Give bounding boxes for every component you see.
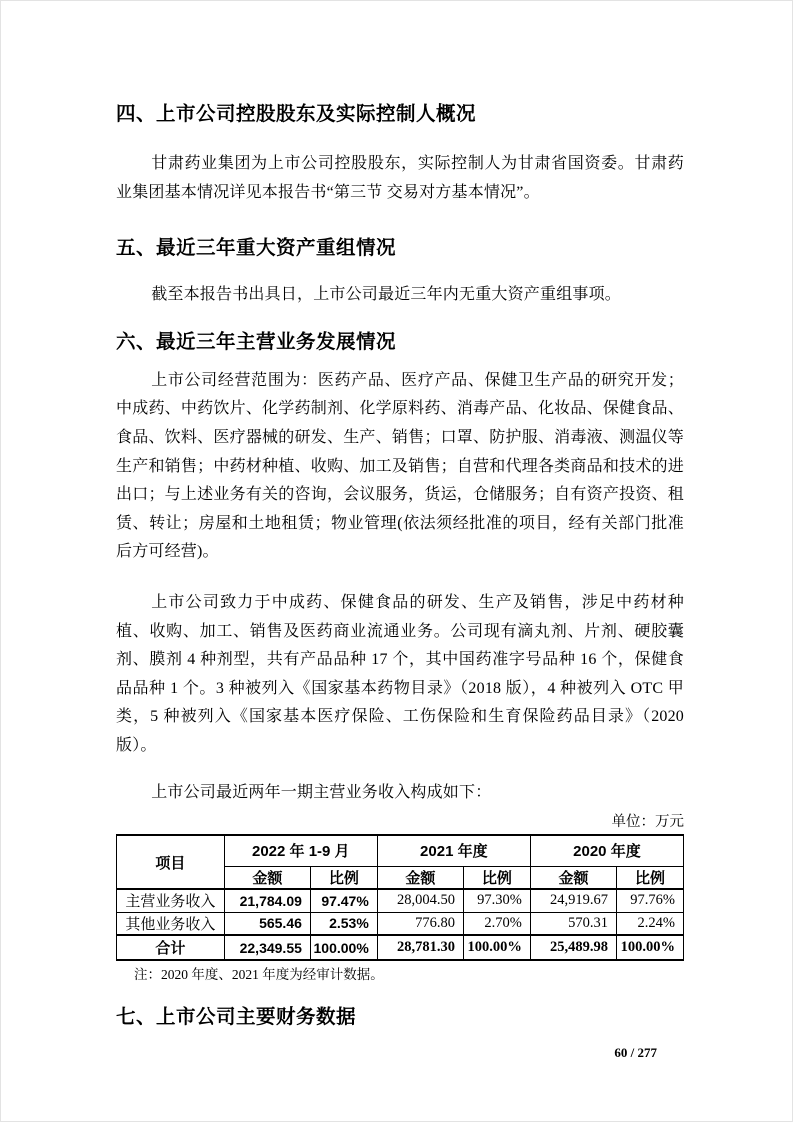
cell-2022-ratio: 100.00% (310, 935, 377, 960)
paragraph-business-focus: 上市公司致力于中成药、保健食品的研发、生产及销售，涉足中药材种植、收购、加工、销售及医药商业流通业务。公司现有滴丸剂、片剂、硬胶囊剂、膜剂 4 种剂型，共有产品品种 17 个，其中国药准字号品种 16 个，保健食品品种 1 个。3 种被列入《国家基本药物目录》（2018 版），4 种被列入 OTC 甲类，5 种被列入《国家基本医疗保险、工伤保险和生育保险药品目录》（2020 版）。 (116, 593, 684, 754)
page-number: 60 / 277 (614, 1045, 657, 1061)
subheader-amount-2021: 金额 (377, 866, 463, 889)
cell-2022-amount: 21,784.09 (224, 889, 310, 912)
paragraph-controlling-shareholder: 甘肃药业集团为上市公司控股股东，实际控制人为甘肃省国资委。甘肃药业集团基本情况详见本报告书“第三节 交易对方基本情况”。 (116, 155, 684, 201)
unit-label: 单位：万元 (611, 814, 684, 831)
section-heading-7: 七、上市公司主要财务数据 (116, 1006, 357, 1029)
table-row-total (117, 935, 684, 960)
cell-2021-amount: 28,781.30 (377, 935, 463, 960)
revenue-composition-table (116, 834, 684, 961)
cell-2020-ratio: 2.24% (617, 912, 684, 935)
section-heading-4: 四、上市公司控股股东及实际控制人概况 (116, 103, 477, 125)
cell-2020-amount: 570.31 (530, 912, 616, 935)
paragraph-revenue-intro: 上市公司最近两年一期主营业务收入构成如下： (151, 783, 492, 801)
cell-2021-ratio: 97.30% (463, 889, 530, 912)
subheader-ratio-2020: 比例 (617, 866, 684, 889)
cell-2021-amount: 28,004.50 (377, 889, 463, 912)
section-heading-5: 五、最近三年重大资产重组情况 (116, 237, 397, 260)
cell-2022-amount: 22,349.55 (224, 935, 310, 960)
cell-2022-amount: 565.46 (224, 912, 310, 935)
col-header-2022: 2022 年 1-9 月 (224, 835, 377, 866)
table-note: 注：2020 年度、2021 年度为经审计数据。 (134, 967, 384, 983)
subheader-ratio-2021: 比例 (463, 866, 530, 889)
table-row-main-revenue (117, 889, 684, 912)
row-label: 合计 (117, 935, 225, 960)
col-header-2020: 2020 年度 (530, 835, 683, 866)
cell-2020-amount: 24,919.67 (530, 889, 616, 912)
cell-2022-ratio: 97.47% (310, 889, 377, 912)
cell-2020-ratio: 100.00% (617, 935, 684, 960)
subheader-amount-2022: 金额 (224, 866, 310, 889)
subheader-ratio-2022: 比例 (310, 866, 377, 889)
row-label: 其他业务收入 (117, 912, 225, 935)
col-header-item: 项目 (117, 835, 225, 889)
cell-2022-ratio: 2.53% (310, 912, 377, 935)
section-heading-6: 六、最近三年主营业务发展情况 (116, 330, 397, 353)
paragraph-business-scope: 上市公司经营范围为：医药产品、医疗产品、保健卫生产品的研究开发；中成药、中药饮片、化学药制剂、化学原料药、消毒产品、化妆品、保健食品、食品、饮料、医疗器械的研发、生产、销售；口罩、防护服、消毒液、测温仪等生产和销售；中药材种植、收购、加工及销售；自营和代理各类商品和技术的进出口；与上述业务有关的咨询，会议服务，货运，仓储服务；自有资产投资、租赁、转让；房屋和土地租赁；物业管理(依法须经批准的项目，经有关部门批准后方可经营)。 (116, 371, 684, 561)
cell-2020-amount: 25,489.98 (530, 935, 616, 960)
cell-2021-ratio: 100.00% (463, 935, 530, 960)
row-label: 主营业务收入 (117, 889, 225, 912)
subheader-amount-2020: 金额 (530, 866, 616, 889)
paragraph-no-restructuring: 截至本报告书出具日，上市公司最近三年内无重大资产重组事项。 (151, 286, 621, 304)
cell-2020-ratio: 97.76% (617, 889, 684, 912)
cell-2021-amount: 776.80 (377, 912, 463, 935)
cell-2021-ratio: 2.70% (463, 912, 530, 935)
table-row-other-revenue (117, 912, 684, 935)
col-header-2021: 2021 年度 (377, 835, 530, 866)
